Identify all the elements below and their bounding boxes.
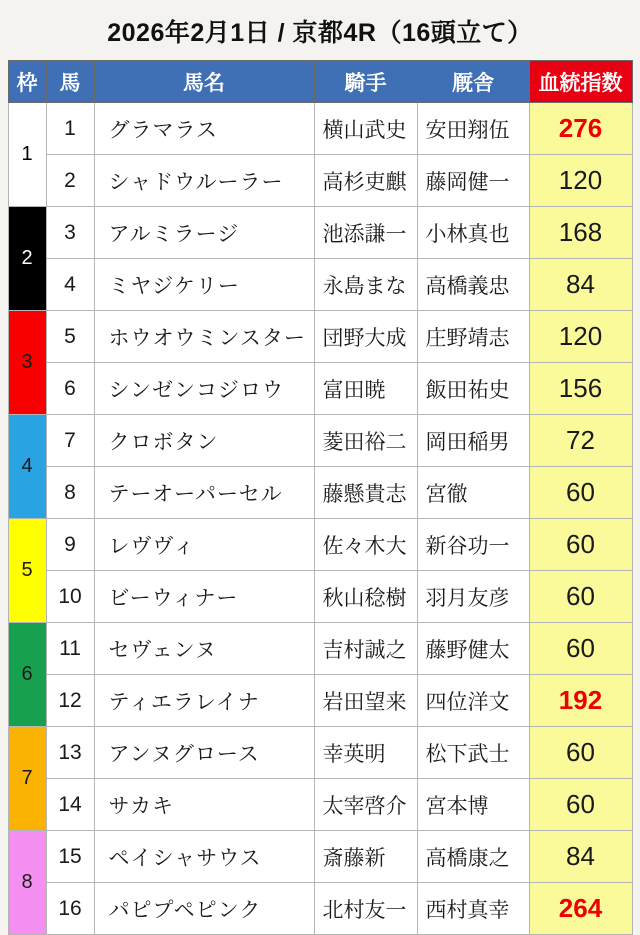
- blood-index-cell: 192: [529, 675, 632, 727]
- stable-cell: 小林真也: [417, 207, 529, 259]
- horse-number-cell: 8: [46, 467, 94, 519]
- frame-number-cell: 4: [8, 415, 46, 519]
- blood-index-cell: 60: [529, 779, 632, 831]
- table-row: [8, 571, 632, 623]
- horse-number-cell: 16: [46, 883, 94, 935]
- table-row: [8, 727, 632, 779]
- horse-name-cell: レヴヴィ: [94, 519, 314, 571]
- horse-number-cell: 11: [46, 623, 94, 675]
- table-row: [8, 519, 632, 571]
- horse-name-cell: シャドウルーラー: [94, 155, 314, 207]
- table-row: [8, 675, 632, 727]
- table-row: [8, 883, 632, 935]
- table-row: [8, 155, 632, 207]
- frame-number-cell: 6: [8, 623, 46, 727]
- stable-cell: 羽月友彦: [417, 571, 529, 623]
- table-row: [8, 779, 632, 831]
- table-row: [8, 207, 632, 259]
- frame-number-cell: 3: [8, 311, 46, 415]
- table-row: [8, 311, 632, 363]
- horse-number-cell: 10: [46, 571, 94, 623]
- horse-number-cell: 6: [46, 363, 94, 415]
- horse-number-cell: 2: [46, 155, 94, 207]
- jockey-cell: 太宰啓介: [314, 779, 417, 831]
- stable-cell: 岡田稲男: [417, 415, 529, 467]
- frame-number-cell: 1: [8, 103, 46, 207]
- horse-number-cell: 7: [46, 415, 94, 467]
- header-stable: 厩舎: [417, 61, 529, 103]
- horse-name-cell: クロボタン: [94, 415, 314, 467]
- horse-number-cell: 14: [46, 779, 94, 831]
- stable-cell: 宮本博: [417, 779, 529, 831]
- jockey-cell: 富田暁: [314, 363, 417, 415]
- jockey-cell: 北村友一: [314, 883, 417, 935]
- horse-name-cell: サカキ: [94, 779, 314, 831]
- jockey-cell: 佐々木大: [314, 519, 417, 571]
- jockey-cell: 吉村誠之: [314, 623, 417, 675]
- race-table: [8, 60, 633, 935]
- jockey-cell: 池添謙一: [314, 207, 417, 259]
- horse-name-cell: ビーウィナー: [94, 571, 314, 623]
- horse-name-cell: シンゼンコジロウ: [94, 363, 314, 415]
- blood-index-cell: 84: [529, 259, 632, 311]
- frame-number-cell: 5: [8, 519, 46, 623]
- stable-cell: 松下武士: [417, 727, 529, 779]
- horse-number-cell: 1: [46, 103, 94, 155]
- horse-number-cell: 15: [46, 831, 94, 883]
- page-title: 2026年2月1日 / 京都4R（16頭立て）: [107, 19, 533, 47]
- blood-index-cell: 168: [529, 207, 632, 259]
- stable-cell: 藤岡健一: [417, 155, 529, 207]
- blood-index-cell: 264: [529, 883, 632, 935]
- table-row: [8, 259, 632, 311]
- header-horse-number: 馬: [46, 61, 94, 103]
- table-row: [8, 363, 632, 415]
- jockey-cell: 斎藤新: [314, 831, 417, 883]
- horse-name-cell: パピプペピンク: [94, 883, 314, 935]
- table-row: [8, 103, 632, 155]
- horse-number-cell: 4: [46, 259, 94, 311]
- table-row: [8, 831, 632, 883]
- horse-number-cell: 13: [46, 727, 94, 779]
- frame-number-cell: 2: [8, 207, 46, 311]
- header-jockey: 騎手: [314, 61, 417, 103]
- frame-number-cell: 7: [8, 727, 46, 831]
- blood-index-cell: 276: [529, 103, 632, 155]
- stable-cell: 宮徹: [417, 467, 529, 519]
- horse-name-cell: テーオーパーセル: [94, 467, 314, 519]
- table-row: [8, 623, 632, 675]
- table-row: [8, 467, 632, 519]
- jockey-cell: 藤懸貴志: [314, 467, 417, 519]
- jockey-cell: 秋山稔樹: [314, 571, 417, 623]
- blood-index-cell: 120: [529, 311, 632, 363]
- stable-cell: 庄野靖志: [417, 311, 529, 363]
- race-table-body: [8, 103, 632, 935]
- jockey-cell: 岩田望来: [314, 675, 417, 727]
- horse-name-cell: グラマラス: [94, 103, 314, 155]
- jockey-cell: 団野大成: [314, 311, 417, 363]
- blood-index-cell: 72: [529, 415, 632, 467]
- stable-cell: 飯田祐史: [417, 363, 529, 415]
- blood-index-cell: 60: [529, 727, 632, 779]
- header-row: [8, 61, 632, 103]
- jockey-cell: 横山武史: [314, 103, 417, 155]
- horse-name-cell: ペイシャサウス: [94, 831, 314, 883]
- blood-index-cell: 156: [529, 363, 632, 415]
- horse-name-cell: アンヌグロース: [94, 727, 314, 779]
- horse-number-cell: 9: [46, 519, 94, 571]
- stable-cell: 西村真幸: [417, 883, 529, 935]
- stable-cell: 高橋康之: [417, 831, 529, 883]
- jockey-cell: 高杉吏麒: [314, 155, 417, 207]
- horse-name-cell: ティエラレイナ: [94, 675, 314, 727]
- table-row: [8, 415, 632, 467]
- frame-number-cell: 8: [8, 831, 46, 935]
- blood-index-cell: 120: [529, 155, 632, 207]
- header-horse-name: 馬名: [94, 61, 314, 103]
- header-blood-index: 血統指数: [529, 61, 632, 103]
- horse-name-cell: セヴェンヌ: [94, 623, 314, 675]
- horse-number-cell: 5: [46, 311, 94, 363]
- blood-index-cell: 60: [529, 571, 632, 623]
- horse-name-cell: ホウオウミンスター: [94, 311, 314, 363]
- blood-index-cell: 60: [529, 519, 632, 571]
- stable-cell: 新谷功一: [417, 519, 529, 571]
- horse-number-cell: 3: [46, 207, 94, 259]
- horse-number-cell: 12: [46, 675, 94, 727]
- blood-index-cell: 60: [529, 467, 632, 519]
- horse-name-cell: ミヤジケリー: [94, 259, 314, 311]
- jockey-cell: 幸英明: [314, 727, 417, 779]
- jockey-cell: 永島まな: [314, 259, 417, 311]
- horse-name-cell: アルミラージ: [94, 207, 314, 259]
- stable-cell: 四位洋文: [417, 675, 529, 727]
- header-frame: 枠: [8, 61, 46, 103]
- blood-index-cell: 60: [529, 623, 632, 675]
- blood-index-cell: 84: [529, 831, 632, 883]
- stable-cell: 藤野健太: [417, 623, 529, 675]
- stable-cell: 安田翔伍: [417, 103, 529, 155]
- jockey-cell: 菱田裕二: [314, 415, 417, 467]
- stable-cell: 高橋義忠: [417, 259, 529, 311]
